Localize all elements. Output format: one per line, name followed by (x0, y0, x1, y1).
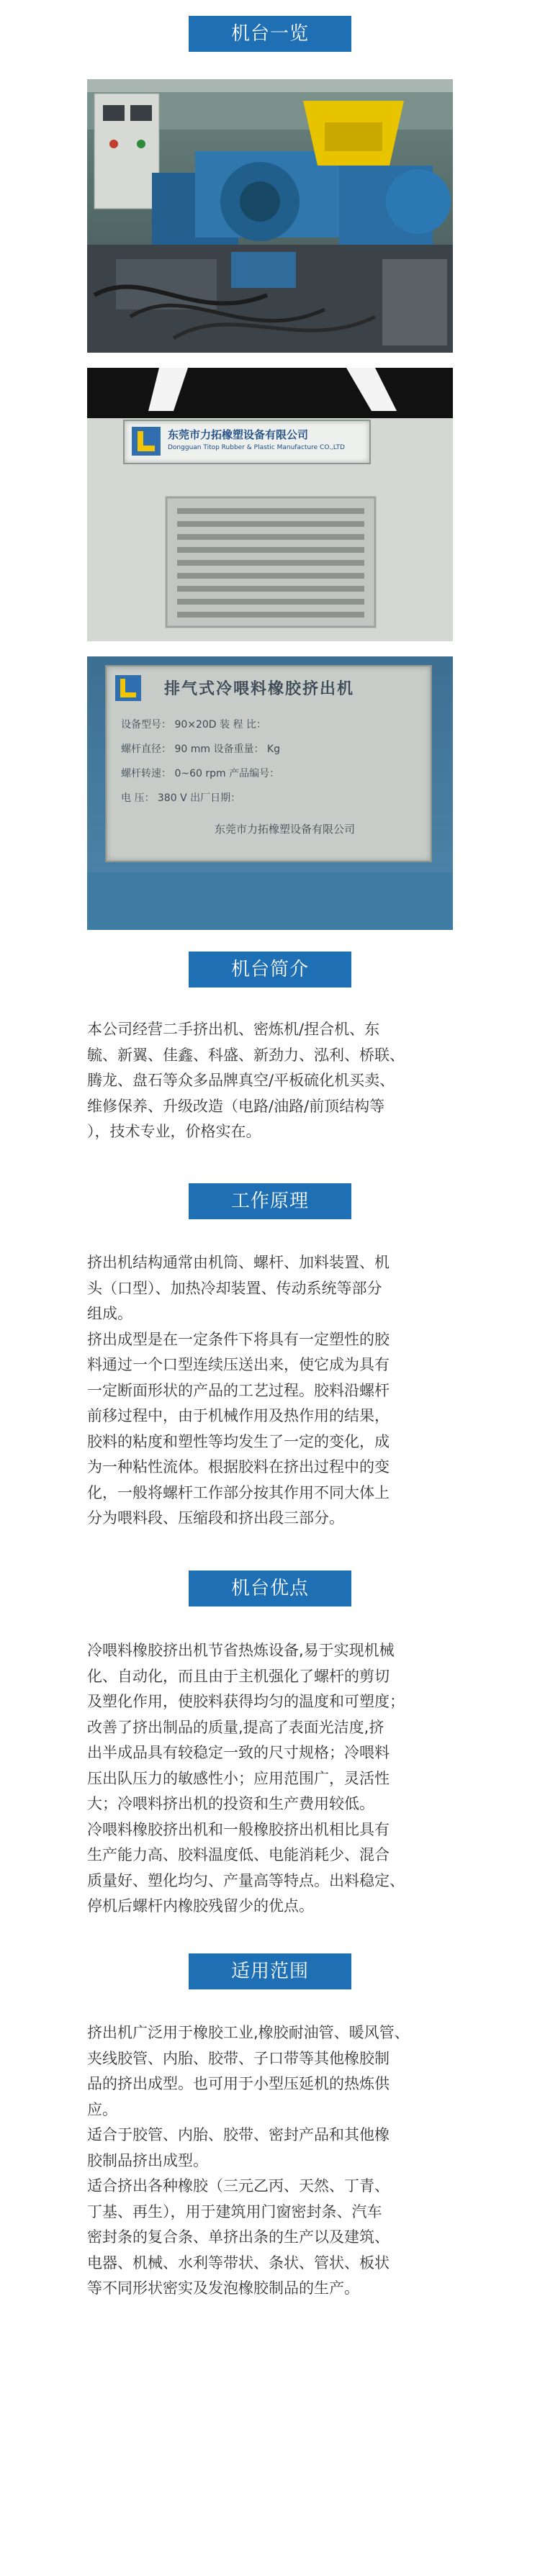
advantages-text (87, 1638, 462, 1920)
text-line: 出半成品具有较稳定一致的尺寸规格；冷喂料 (87, 1744, 390, 1761)
text-line: 夹线胶管、内胎、胶带、子口带等其他橡胶制 (87, 2049, 390, 2067)
text-line: 维修保养、升级改造（电路/油路/前顶结构等 (87, 1097, 385, 1115)
nameplate-row: 螺杆直径： 90 mm 设备重量： Kg (121, 744, 280, 755)
section-title-scope: 适用范围 (189, 1953, 351, 1989)
text-line: 适合于胶管、内胎、胶带、密封产品和其他橡 (87, 2126, 390, 2143)
machine-photo (87, 79, 453, 353)
section-title-advantages: 机台优点 (189, 1571, 351, 1606)
text-line: 生产能力高、胶料温度低、电能消耗少、混合 (87, 1846, 390, 1863)
nameplate-row: 设备型号： 90×20D 装 程 比： (121, 719, 266, 731)
nameplate-logo-icon (115, 675, 141, 701)
nameplate-company: 东莞市力拓橡塑设备有限公司 (215, 823, 356, 836)
principle-text (87, 1250, 462, 1532)
text-line: 冷喂料橡胶挤出机和一般橡胶挤出机相比具有 (87, 1820, 390, 1838)
text-line: 化、自动化，而且由于主机强化了螺杆的剪切 (87, 1667, 390, 1685)
text-line: 电器、机械、水利等带状、条状、管状、板状 (87, 2254, 390, 2272)
text-line: 冷喂料橡胶挤出机节省热炼设备,易于实现机械 (87, 1642, 395, 1659)
text-line: 本公司经营二手挤出机、密炼机/捏合机、东 (87, 1021, 380, 1038)
text-line: 一定断面形状的产品的工艺过程。胶料沿螺杆 (87, 1381, 390, 1399)
text-line: 挤出机结构通常由机筒、螺杆、加料装置、机 (87, 1254, 390, 1271)
section-title-intro: 机台简介 (189, 952, 351, 988)
text-line: 适合挤出各种橡胶（三元乙丙、天然、丁青、 (87, 2177, 390, 2195)
text-line: 组成。 (87, 1305, 132, 1322)
text-line: 分为喂料段、压缩段和挤出段三部分。 (87, 1509, 344, 1527)
text-line: 停机后螺杆内橡胶残留少的优点。 (87, 1897, 314, 1915)
nameplate-photo (87, 656, 453, 930)
intro-text (87, 1017, 462, 1145)
company-nameplate (123, 420, 371, 464)
text-line: 等不同形状密实及发泡橡胶制品的生产。 (87, 2279, 359, 2297)
machine-illustration (87, 79, 453, 353)
text-line: 品的挤出成型。也可用于小型压延机的热炼供 (87, 2075, 390, 2092)
vent-illustration (87, 368, 453, 641)
text-line: 大；冷喂料挤出机的投资和生产费用较低。 (87, 1795, 374, 1812)
nameplate-row: 螺杆转速： 0~60 rpm 产品编号： (121, 768, 280, 779)
text-line: 化，一般将螺杆工作部分按其作用不同大体上 (87, 1483, 390, 1501)
text-line: 腾龙、盘石等众多品牌真空/平板硫化机买卖、 (87, 1072, 395, 1089)
text-line: 质量好、塑化均匀、产量高等特点。出料稳定、 (87, 1871, 405, 1889)
text-line: 丁基、再生），用于建筑用门窗密封条、汽车 (87, 2202, 382, 2220)
equipment-nameplate (105, 665, 432, 862)
text-line: 挤出成型是在一定条件下将具有一定塑性的胶 (87, 1330, 390, 1348)
text-line: 改善了挤出制品的质量,提高了表面光洁度,挤 (87, 1718, 384, 1736)
text-line: 压出队压力的敏感性小；应用范围广，灵活性 (87, 1769, 390, 1787)
scope-text (87, 2020, 462, 2302)
section-title-overview: 机台一览 (189, 16, 351, 52)
text-line: 料通过一个口型连续压送出来，使它成为具有 (87, 1356, 390, 1373)
text-line: 为一种粘性流体。根据胶料在挤出过程中的变 (87, 1458, 390, 1475)
text-line: 及塑化作用，使胶料获得均匀的温度和可塑度； (87, 1693, 405, 1710)
section-title-principle: 工作原理 (189, 1183, 351, 1219)
text-line: 头（口型）、加热冷却装置、传动系统等部分 (87, 1279, 382, 1297)
company-plate-photo (87, 368, 453, 641)
text-line: 密封条的复合条、单挤出条的生产以及建筑、 (87, 2228, 390, 2246)
company-plate-en: Dongguan Titop Rubber & Plastic Manufacture CO.,LTD (168, 444, 345, 451)
company-logo-icon (132, 427, 161, 456)
text-line: 应。 (87, 2100, 117, 2118)
nameplate-title: 排气式冷喂料橡胶挤出机 (164, 680, 355, 698)
text-line: 胶制品挤出成型。 (87, 2151, 208, 2169)
company-plate-cn: 东莞市力拓橡塑设备有限公司 (168, 428, 309, 441)
nameplate-row: 电 压： 380 V 出厂日期： (121, 792, 241, 804)
text-line: 胶料的粘度和塑性等均发生了一定的变化，成 (87, 1432, 390, 1450)
text-line: 前移过程中，由于机械作用及热作用的结果， (87, 1407, 390, 1424)
text-line: ），技术专业，价格实在。 (87, 1123, 261, 1140)
text-line: 挤出机广泛用于橡胶工业,橡胶耐油管、暖风管、 (87, 2024, 410, 2041)
text-line: 毓、新翼、佳鑫、科盛、新劲力、泓利、桥联、 (87, 1046, 405, 1064)
